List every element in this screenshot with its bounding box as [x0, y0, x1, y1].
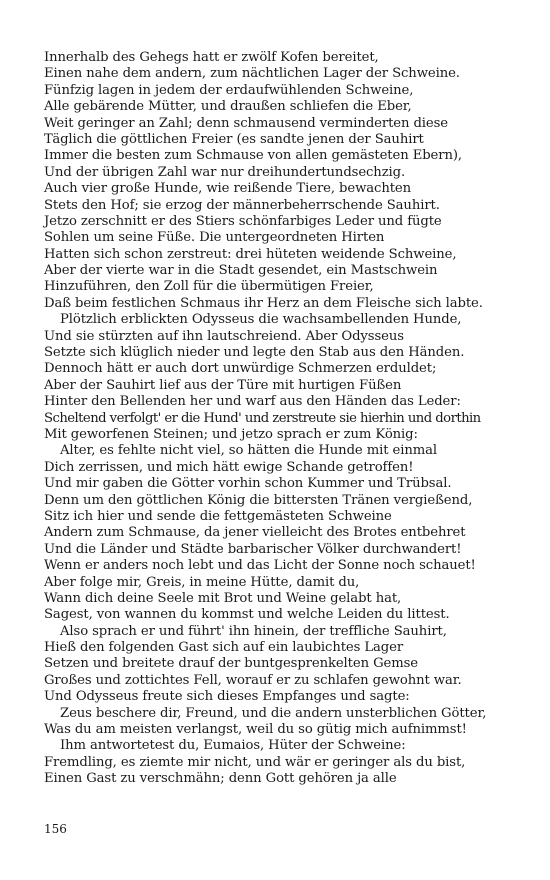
text-line: Und die Länder und Städte barbarischer Völker durchwandert! [44, 541, 462, 557]
text-line: Wann dich deine Seele mit Brot und Weine gelabt hat, [44, 590, 402, 606]
text-line: Setzen und breitete drauf der buntgesprenkelten Gemse [44, 656, 418, 672]
text-line: Dennoch hätt er auch dort unwürdige Schmerzen erduldet; [44, 361, 437, 377]
text-line: Fremdling, es ziemte mir nicht, und wär er geringer als du bist, [44, 754, 466, 770]
text-line: Großes und zottichtes Fell, worauf er zu schlafen gewohnt war. [44, 672, 462, 688]
text-line: Einen Gast zu verschmähn; denn Gott gehören ja alle [44, 771, 397, 787]
text-line: Einen nahe dem andern, zum nächtlichen Lager der Schweine. [44, 66, 460, 82]
text-line: Täglich die göttlichen Freier (es sandte jenen der Sauhirt [44, 131, 424, 147]
text-line: Plötzlich erblickten Odysseus die wachsambellenden Hunde, [60, 312, 462, 328]
text-line: Hinzuführen, den Zoll für die übermütigen Freier, [44, 279, 374, 295]
text-line: Alle gebärende Mütter, und draußen schliefen die Eber, [44, 99, 412, 115]
text-line: Hieß den folgenden Gast sich auf ein laubichtes Lager [44, 640, 404, 656]
text-line: Denn um den göttlichen König die bittersten Tränen vergießend, [44, 492, 473, 508]
text-line: Aber der vierte war in die Stadt gesendet, ein Mastschwein [44, 263, 438, 279]
text-line: Hinter den Bellenden her und warf aus den Händen das Leder: [44, 394, 461, 410]
text-line: Auch vier große Hunde, wie reißende Tiere, bewachten [44, 181, 412, 197]
text-line: Sohlen um seine Füße. Die untergeordneten Hirten [44, 230, 385, 246]
text-line: Setzte sich klüglich nieder und legte den Stab aus den Händen. [44, 345, 465, 361]
text-line: Immer die besten zum Schmause von allen gemästeten Ebern), [44, 148, 462, 164]
text-line: Hatten sich schon zerstreut: drei hüteten weidende Schweine, [44, 246, 457, 262]
text-line: Alter, es fehlte nicht viel, so hätten die Hunde mit einmal [60, 443, 438, 459]
text-line: Aber folge mir, Greis, in meine Hütte, damit du, [44, 574, 360, 590]
text-line: Und mir gaben die Götter vorhin schon Kummer und Trübsal. [44, 476, 452, 492]
text-line: Jetzo zerschnitt er des Stiers schönfarbiges Leder und fügte [44, 213, 442, 229]
text-line: Scheltend verfolgt' er die Hund' und zerstreute sie hierhin und dorthin [44, 410, 481, 426]
text-line: Innerhalb des Gehegs hatt er zwölf Kofen bereitet, [44, 50, 379, 65]
text-line: Ihm antwortetest du, Eumaios, Hüter der Schweine: [60, 738, 406, 754]
text-line: Was du am meisten verlangst, weil du so gütig mich aufnimmst! [44, 722, 467, 738]
text-line: Wenn er anders noch lebt und das Licht der Sonne noch schauet! [44, 558, 476, 574]
text-line: Andern zum Schmause, da jener vielleicht des Brotes entbehret [44, 525, 466, 541]
text-line: Aber der Sauhirt lief aus der Türe mit hurtigen Füßen [44, 377, 402, 393]
text-line: Mit geworfenen Steinen; und jetzo sprach er zum König: [44, 426, 418, 442]
text-line: Sitz ich hier und sende die fettgemästeten Schweine [44, 508, 392, 524]
text-line: Daß beim festlichen Schmaus ihr Herz an dem Fleische sich labte. [44, 295, 483, 311]
text-body [44, 50, 514, 788]
text-line: Fünfzig lagen in jedem der erdaufwühlenden Schweine, [44, 82, 414, 98]
text-line: Und Odysseus freute sich dieses Empfanges und sagte: [44, 689, 410, 705]
text-line: Weit geringer an Zahl; denn schmausend verminderten diese [44, 115, 448, 131]
text-line: Stets den Hof; sie erzog der männerbeherrschende Sauhirt. [44, 197, 440, 213]
text-line: Dich zerrissen, und mich hätt ewige Schande getroffen! [44, 459, 414, 475]
text-line: Und der übrigen Zahl war nur dreihundertundsechzig. [44, 164, 406, 180]
text-line: Sagest, von wannen du kommst und welche Leiden du littest. [44, 607, 450, 623]
page-number: 156 [44, 822, 67, 836]
text-line: Also sprach er und führt' ihn hinein, der treffliche Sauhirt, [60, 623, 447, 639]
text-line: Und sie stürzten auf ihn lautschreiend. Aber Odysseus [44, 328, 404, 344]
text-line: Zeus beschere dir, Freund, und die andern unsterblichen Götter, [60, 705, 487, 721]
